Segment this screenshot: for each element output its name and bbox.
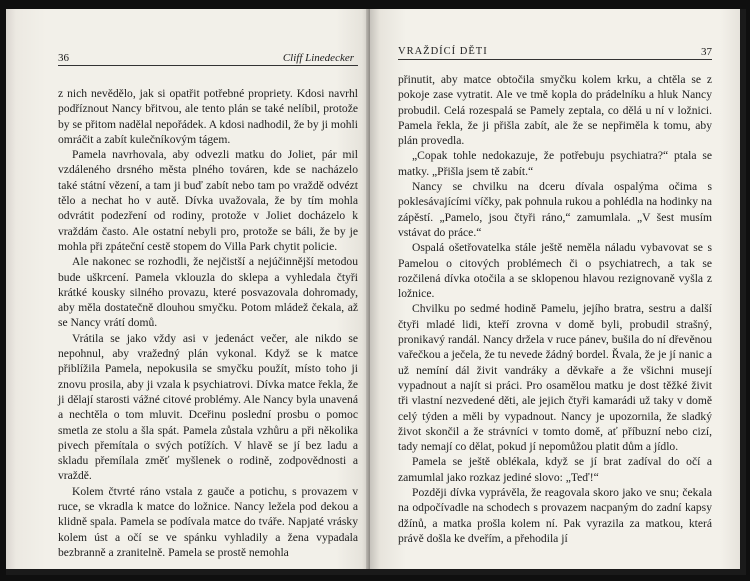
page-number: 36 [58, 52, 69, 64]
left-page [6, 9, 370, 569]
paragraph: Vrátila se jako vždy asi v jedenáct večer, ale nikdo se nepohnul, aby vražedný plán vykonal. Když se k matce přiblížila Pamela, nepokusila se smyčku použít, místo toho ji znovu prosila, aby ji vzala k psychiatrovi. Dívka matce řekla, že ji dělají starosti vážné citové problémy. Ale Nancy byla unavená a nechtěla o tom mluvit. Dceřinu poslední prosbu o pomoc smetla ze stolu a šla spát. Pamela zůstala vzhůru a při několika pivech přemítala o svých potížích. V hlavě se jí bez ladu a skladu přemílala změť myšlenek o rodině, zodpovědnosti a vraždě. [58, 331, 358, 483]
paragraph: Později dívka vyprávěla, že reagovala skoro jako ve snu; čekala na odpočívadle na schodech s provazem nacpaným do zadní kapsy džínů, a matka prošla kolem ní. Pak vyrazila za matkou, která právě došla ke dveřím, a přehodila jí [398, 486, 712, 545]
paragraph: Pamela se ještě oblékala, když se jí brat zadíval do očí a zamumlal jako rozkaz jediné slovo: „Teď!“ [398, 455, 712, 484]
paragraph: Nancy se chvilku na dceru dívala ospalýma očima s poklesávajícími víčky, pak pohnula rukou a pohlédla na hodinky na zápěstí. „Pamelo, jsou čtyři ráno,“ zamumlala. „V šest musím vstávat do práce.“ [398, 180, 712, 239]
right-page [370, 9, 740, 569]
paragraph: Kolem čtvrté ráno vstala z gauče a potichu, s provazem v ruce, se vkradla k matce do ložnice. Nancy ležela pod dekou a klidně spala. Pamela se podívala matce do tváře. Napjaté vrásky kolem úst a očí se ve spánku vyhladily a žena vypadala bezbranně a zranitelně. Pamela se prostě nemohla [58, 484, 358, 559]
paragraph: přinutit, aby matce obtočila smyčku kolem krku, a chtěla se z pokoje zase vytratit. Ale ve tmě kopla do prádelníku a hluk Nancy probudil. Celá rozespalá se Pamely zeptala, co dělá u ní v ložnici. Pamela řekla, že ji přišla zabít, ale že se nepřiměla k tomu, aby plán provedla. [398, 73, 712, 148]
paragraph: z nich nevědělo, jak si opatřit potřebné propriety. Kdosi navrhl podříznout Nancy břitvou, ale tento plán se také nelíbil, protože by se přitom nadělal nepořádek. A kdosi nadhodil, že by ji mohli omráčit a zabít kulečníkovým tágem. [58, 87, 358, 146]
right-page-header [398, 45, 712, 60]
left-page-text [58, 86, 358, 560]
paragraph: Ale nakonec se rozhodli, že nejčistší a nejúčinnější metodou bude uškrcení. Pamela vklouzla do sklepa a vyhledala čtyři krátké kousky silného provazu, které posvazovala dohromady, aby měla dostatečně dlouhou smyčku. Potom mládež čekala, až se Nancy vrátí domů. [58, 255, 358, 330]
paragraph: Ospalá ošetřovatelka stále ještě neměla náladu vybavovat se s Pamelou o citových problémech či o psychiatrech, a tak se rozčilená dívka otočila a se sklopenou hlavou rezignovaně vyšla z ložnice. [398, 241, 712, 301]
paragraph: „Copak tohle nedokazuje, že potřebuju psychiatra?“ ptala se matky. „Přišla jsem tě zabít.“ [398, 149, 712, 178]
running-head: VRAŽDÍCÍ DĚTI [398, 46, 488, 57]
paragraph: Chvilku po sedmé hodině Pamelu, jejího bratra, sestru a další čtyři mladé lidi, kteří zrovna v domě byli, probudil strašný, pronikavý randál. Nancy držela v ruce pánev, bušila do ní dřevěnou vařečkou a ječela, že tu nevede žádný bordel. Řvala, že je jí nanic a už nemíní dál živit vandráky a děvkaře a že všichni musejí vypadnout a najít si práci. Pro osamělou matku je dost těžké živit tři vlastní nezvedené děti, ale jejich čtyři kamarádi už taky v domě celý týden a měli by vypadnout. Nancy je upozornila, že sladký život skončil a že strávníci v tomto domě, ať příbuzní nebo cizí, tady nemají co dělat, pokud jí nepomůžou platit dům a jídlo. [398, 302, 712, 454]
paragraph: Pamela navrhovala, aby odvezli matku do Joliet, pár mil vzdáleného drsného města plného továren, kde se nacházelo také státní vězení, a tam ji buď zabít nebo tam po vraždě odvézt tělo a nechat ho v autě. Dívka uvažovala, že by tím mohla odvrátit podezření od rodiny, protože v Joliet docházelo k vraždám často. Ale ostatní nebyli pro, protože se báli, že by je mohla při zpáteční cestě stopem do Villa Park chytit policie. [58, 148, 358, 253]
right-page-text [398, 72, 712, 546]
page-number: 37 [701, 46, 712, 58]
book-spread [6, 9, 746, 575]
running-head: Cliff Linedecker [282, 52, 354, 64]
left-page-header [58, 51, 358, 66]
